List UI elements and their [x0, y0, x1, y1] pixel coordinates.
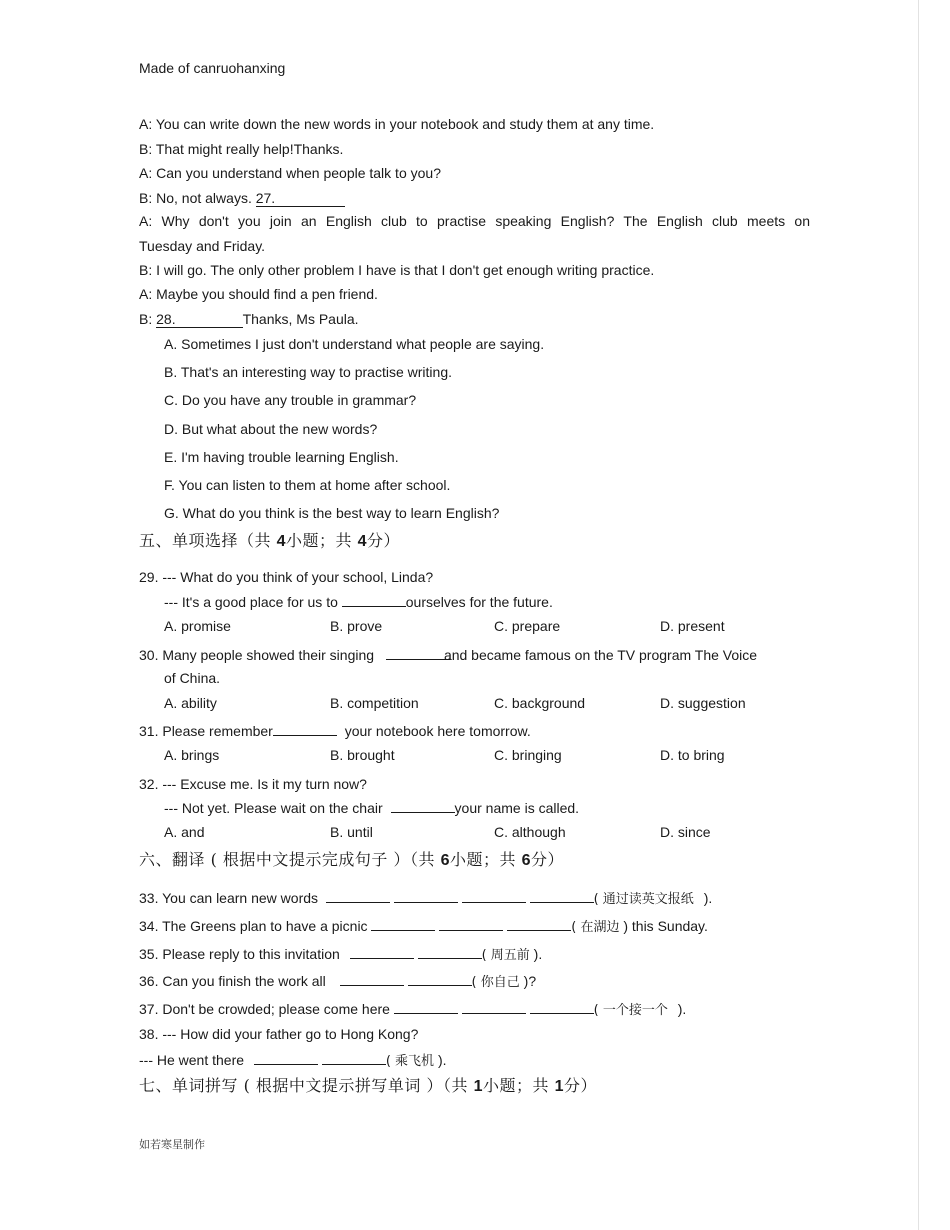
heading-text: 分）	[367, 531, 401, 550]
q30-text: 30. Many people showed their singing	[139, 647, 375, 663]
q32-line-1: 32. --- Excuse me. Is it my turn now?	[139, 776, 367, 792]
q29-text-after: ourselves for the future.	[405, 594, 553, 610]
q31-option-b[interactable]: B. brought	[330, 747, 395, 763]
q30-option-a[interactable]: A. ability	[164, 695, 217, 711]
section-5-heading	[139, 532, 400, 551]
q34-text: 34. The Greens plan to have a picnic	[139, 918, 368, 934]
q33-blank-4[interactable]	[530, 889, 594, 903]
dialogue-line-1: A: You can write down the new words in your notebook and study them at any time.	[139, 116, 655, 132]
q36-text: 36. Can you finish the work all	[139, 973, 326, 989]
q32-option-a[interactable]: A. and	[164, 824, 205, 840]
q38-text-after: ).	[437, 1052, 447, 1068]
dialogue-line-8: A: Maybe you should find a pen friend.	[139, 286, 378, 302]
q36-chinese-hint: ( 你自己	[471, 975, 520, 990]
q36-line	[139, 972, 536, 992]
q35-chinese-hint: ( 周五前	[481, 948, 530, 963]
q36-blank-1[interactable]	[340, 972, 404, 986]
q35-text: 35. Please reply to this invitation	[139, 946, 340, 962]
dialogue-text: B:	[139, 311, 153, 327]
q33-chinese-hint: ( 通过读英文报纸	[593, 892, 694, 907]
q37-text: 37. Don't be crowded; please come here	[139, 1001, 390, 1017]
q29-line-1: 29. --- What do you think of your school, Linda?	[139, 569, 434, 585]
q32-text: --- Not yet. Please wait on the chair	[164, 800, 383, 816]
q29-line-2	[164, 593, 553, 611]
q35-blank-1[interactable]	[350, 945, 414, 959]
q38-chinese-hint: ( 乘飞机	[385, 1054, 435, 1069]
q33-line	[139, 889, 712, 909]
q31-option-a[interactable]: A. brings	[164, 747, 220, 763]
heading-score: 1	[554, 1078, 565, 1095]
q29-text: --- It's a good place for us to	[164, 594, 338, 610]
choice-f: F. You can listen to them at home after school.	[164, 477, 451, 493]
q34-blank-3[interactable]	[507, 917, 571, 931]
page-header: Made of canruohanxing	[139, 60, 286, 76]
choice-b: B. That's an interesting way to practise writing.	[164, 364, 452, 380]
q29-option-b[interactable]: B. prove	[330, 618, 383, 634]
dialogue-line-2: B: That might really help!Thanks.	[139, 141, 344, 157]
heading-score: 4	[357, 533, 368, 550]
q30-option-d[interactable]: D. suggestion	[660, 695, 746, 711]
q31-text: 31. Please remember	[139, 723, 273, 739]
q29-option-a[interactable]: A. promise	[164, 618, 231, 634]
q38-line-1: 38. --- How did your father go to Hong Kong?	[139, 1026, 419, 1042]
q38-blank-2[interactable]	[322, 1051, 386, 1065]
q32-option-c[interactable]: C. although	[494, 824, 566, 840]
q29-blank[interactable]	[342, 593, 406, 607]
choice-c: C. Do you have any trouble in grammar?	[164, 392, 417, 408]
q29-option-c[interactable]: C. prepare	[494, 618, 561, 634]
dialogue-line-9	[139, 310, 359, 328]
q32-option-b[interactable]: B. until	[330, 824, 373, 840]
heading-text: 分）	[564, 1076, 598, 1095]
q34-blank-1[interactable]	[371, 917, 435, 931]
q34-line	[139, 917, 708, 937]
q37-blank-2[interactable]	[462, 1000, 526, 1014]
q30-line-2: of China.	[164, 670, 221, 686]
dialogue-text-after-blank: Thanks, Ms Paula.	[242, 311, 359, 327]
q33-text-after: ).	[703, 890, 713, 906]
q38-blank-1[interactable]	[254, 1051, 318, 1065]
q34-blank-2[interactable]	[439, 917, 503, 931]
q31-option-c[interactable]: C. bringing	[494, 747, 562, 763]
dialogue-line-4	[139, 189, 345, 207]
q37-text-after: ).	[677, 1001, 687, 1017]
q30-blank[interactable]	[386, 646, 450, 660]
dialogue-line-3: A: Can you understand when people talk to you?	[139, 165, 441, 181]
q33-text: 33. You can learn new words	[139, 890, 319, 906]
page-edge	[918, 0, 919, 1230]
choice-g: G. What do you think is the best way to learn English?	[164, 505, 500, 521]
heading-text: 五、单项选择（共	[139, 531, 272, 550]
q31-text-after: your notebook here tomorrow.	[344, 723, 531, 739]
heading-score: 6	[521, 852, 532, 869]
q33-blank-1[interactable]	[326, 889, 390, 903]
q36-text-after: )?	[523, 973, 537, 989]
blank-27[interactable]	[256, 190, 345, 207]
q31-blank[interactable]	[273, 722, 337, 736]
q35-text-after: ).	[533, 946, 543, 962]
dialogue-text: B: No, not always.	[139, 190, 252, 206]
q35-line	[139, 945, 542, 965]
blank-27-number: 27.	[255, 190, 276, 206]
q34-text-after: ) this Sunday.	[623, 918, 708, 934]
q38-text: --- He went there	[139, 1052, 245, 1068]
q30-text-after: and became famous on the TV program The Voice	[443, 647, 758, 663]
choice-e: E. I'm having trouble learning English.	[164, 449, 399, 465]
heading-count: 1	[473, 1078, 484, 1095]
q32-blank[interactable]	[391, 799, 455, 813]
q35-blank-2[interactable]	[418, 945, 482, 959]
q29-option-d[interactable]: D. present	[660, 618, 725, 634]
dialogue-line-6: Tuesday and Friday.	[139, 238, 266, 254]
heading-count: 4	[276, 533, 287, 550]
q30-option-c[interactable]: C. background	[494, 695, 586, 711]
q30-option-b[interactable]: B. competition	[330, 695, 419, 711]
choice-a: A. Sometimes I just don't understand what people are saying.	[164, 336, 545, 352]
page-footer: 如若寒星制作	[139, 1138, 205, 1151]
q34-chinese-hint: ( 在湖边	[571, 920, 620, 935]
heading-text: 小题；共	[450, 850, 517, 869]
blank-28-number: 28.	[156, 311, 176, 327]
heading-text: 七、单词拼写 ( 根据中文提示拼写单词 ）（共	[139, 1076, 469, 1095]
heading-text: 分）	[531, 850, 565, 869]
q37-blank-3[interactable]	[530, 1000, 594, 1014]
q36-blank-2[interactable]	[408, 972, 472, 986]
q31-option-d[interactable]: D. to bring	[660, 747, 725, 763]
heading-text: 小题；共	[483, 1076, 550, 1095]
section-7-heading	[139, 1077, 597, 1096]
q31-line-1	[139, 722, 531, 740]
q38-line-2	[139, 1051, 447, 1071]
q37-blank-1[interactable]	[394, 1000, 458, 1014]
q33-blank-2[interactable]	[394, 889, 458, 903]
blank-28[interactable]	[156, 311, 242, 328]
q32-text-after: your name is called.	[454, 800, 580, 816]
section-6-heading	[139, 851, 564, 870]
heading-text: 小题；共	[286, 531, 353, 550]
q37-chinese-hint: ( 一个接一个	[593, 1003, 668, 1018]
q30-line-1	[139, 646, 757, 664]
heading-count: 6	[440, 852, 451, 869]
dialogue-line-5: A: Why don't you join an English club to practise speaking English? The English club meets on	[139, 213, 810, 229]
heading-text: 六、翻译 ( 根据中文提示完成句子 ）（共	[139, 850, 436, 869]
choice-d: D. But what about the new words?	[164, 421, 378, 437]
q32-option-d[interactable]: D. since	[660, 824, 711, 840]
q32-line-2	[164, 799, 579, 817]
q33-blank-3[interactable]	[462, 889, 526, 903]
dialogue-line-7: B: I will go. The only other problem I have is that I don't get enough writing practice.	[139, 262, 655, 278]
q37-line	[139, 1000, 686, 1020]
